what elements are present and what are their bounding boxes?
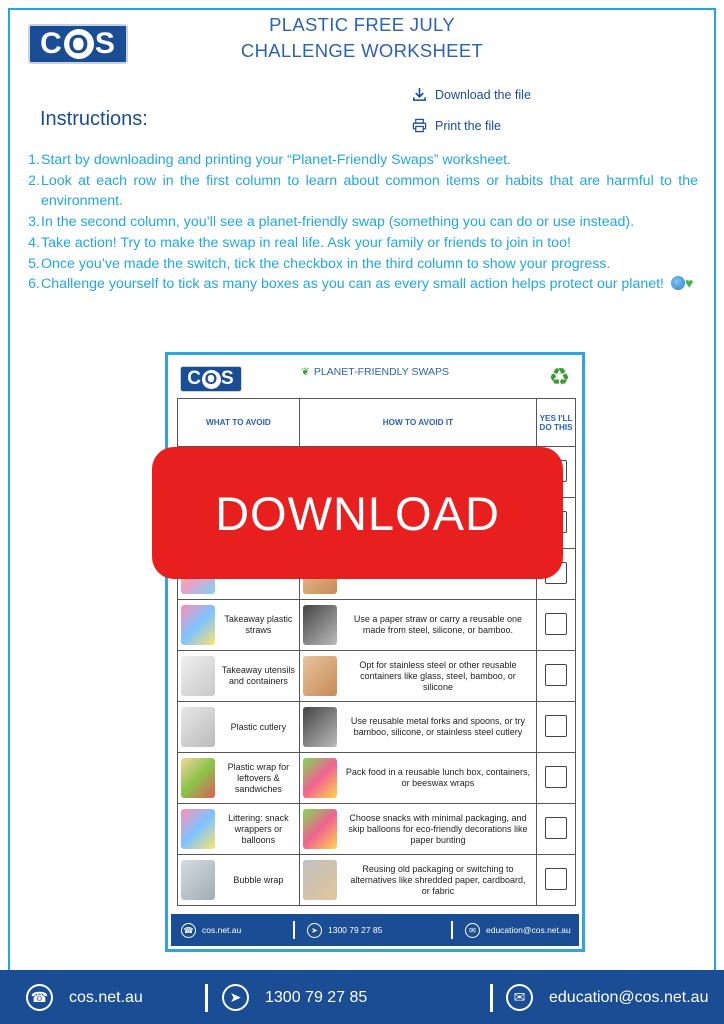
page-title-line1: PLASTIC FREE JULY — [269, 14, 455, 35]
how-text: Use reusable metal forks and spoons, or try bamboo, silicone, or stainless steel cutlery — [350, 716, 525, 737]
commit-cell — [537, 651, 576, 702]
table-row — [178, 600, 576, 651]
globe-icon — [671, 276, 685, 290]
logo-letter-s: S — [94, 27, 116, 60]
worksheet-website-text: cos.net.au — [202, 925, 242, 935]
step-number: 2. — [28, 172, 40, 189]
printer-icon — [412, 118, 427, 133]
how-text: Pack food in a reusable lunch box, containers, or beeswax wraps — [345, 767, 530, 788]
commit-cell — [537, 753, 576, 804]
table-row — [178, 753, 576, 804]
step-number: 3. — [28, 214, 40, 231]
worksheet-phone-text: 1300 79 27 85 — [328, 925, 383, 935]
paper-bunting-image — [303, 809, 337, 849]
avoid-text: Takeaway plastic straws — [224, 614, 293, 635]
phone-handset-icon: ☎ — [181, 923, 196, 938]
avoid-cell — [178, 702, 300, 753]
print-file-link[interactable] — [412, 118, 501, 133]
download-button[interactable]: DOWNLOAD — [152, 447, 563, 579]
logo-letter-c: C — [187, 368, 203, 389]
step-1 — [26, 150, 698, 171]
step-6 — [26, 274, 698, 295]
commit-cell — [537, 600, 576, 651]
step-number: 4. — [28, 234, 40, 251]
how-cell — [299, 804, 536, 855]
column-header-avoid: WHAT TO AVOID — [178, 399, 300, 447]
avoid-cell — [178, 855, 300, 906]
step-number: 1. — [28, 152, 40, 168]
table-row — [178, 804, 576, 855]
how-cell — [299, 753, 536, 804]
worksheet-preview — [165, 352, 585, 952]
step-3 — [26, 212, 698, 233]
divider — [293, 921, 295, 939]
commit-cell — [537, 855, 576, 906]
avoid-text: Littering: snack wrappers or balloons — [228, 812, 289, 845]
takeaway-container-image — [181, 656, 215, 696]
column-header-commit: YES I'LL DO THIS — [537, 399, 576, 447]
footer-phone[interactable] — [222, 984, 367, 1011]
logo-letter-c: C — [40, 27, 63, 60]
commit-checkbox[interactable] — [545, 613, 567, 635]
worksheet-title — [168, 366, 582, 378]
cursor-click-icon: ➤ — [307, 923, 322, 938]
step-text: Take action! Try to make the swap in real life. Ask your family or friends to join in too! — [41, 234, 571, 251]
how-text: Choose snacks with minimal packaging, and skip balloons for eco-friendly decorations like paper bunting — [348, 812, 528, 845]
reusable-container-image — [303, 656, 337, 696]
logo-letter-o: O — [64, 29, 94, 59]
envelope-icon: ✉ — [506, 984, 533, 1011]
download-file-label: Download the file — [435, 87, 531, 102]
plastic-wrap-image — [181, 758, 215, 798]
worksheet-footer-website — [181, 923, 241, 938]
avoid-cell — [178, 651, 300, 702]
table-row — [178, 855, 576, 906]
leaf-icon: ❦ — [301, 366, 310, 378]
how-text: Reusing old packaging or switching to alternatives like shredded paper, cardboard, or fabric — [350, 863, 526, 896]
footer-divider — [490, 984, 493, 1012]
avoid-text: Bubble wrap — [233, 874, 284, 885]
logo-letter-s: S — [221, 368, 235, 389]
avoid-cell — [178, 600, 300, 651]
worksheet-email-text: education@cos.net.au — [486, 925, 571, 935]
step-2 — [26, 171, 698, 212]
worksheet-footer-email — [445, 921, 571, 939]
column-header-how: HOW TO AVOID IT — [299, 399, 536, 447]
page-title-line2: CHALLENGE WORKSHEET — [240, 40, 484, 61]
footer-website[interactable] — [26, 984, 143, 1011]
shredded-paper-image — [303, 860, 337, 900]
table-header-row — [178, 399, 576, 447]
avoid-text: Plastic wrap for leftovers & sandwiches — [227, 761, 290, 794]
footer-phone-text: 1300 79 27 85 — [265, 988, 368, 1006]
avoid-text: Plastic cutlery — [230, 721, 287, 732]
green-heart-icon: ♥ — [684, 276, 694, 293]
step-text: Challenge yourself to tick as many boxes as you can as every small action helps protect our planet! — [41, 276, 664, 293]
envelope-icon: ✉ — [465, 923, 480, 938]
cos-logo — [28, 24, 128, 64]
how-cell — [299, 651, 536, 702]
metal-cutlery-image — [303, 707, 337, 747]
step-text: Look at each row in the first column to learn about common items or habits that are harmful to the environment. — [41, 172, 698, 210]
reusable-straws-image — [303, 605, 337, 645]
commit-checkbox[interactable] — [545, 817, 567, 839]
worksheet-footer-phone — [287, 921, 382, 939]
footer-divider — [205, 984, 208, 1012]
step-4 — [26, 233, 698, 254]
step-text: Once you’ve made the switch, tick the checkbox in the third column to show your progress. — [41, 255, 611, 272]
table-row — [178, 702, 576, 753]
worksheet-footer — [171, 914, 579, 946]
instruction-steps — [26, 150, 698, 295]
download-file-link[interactable] — [412, 87, 531, 102]
plastic-cutlery-image — [181, 707, 215, 747]
commit-checkbox[interactable] — [545, 715, 567, 737]
bubble-wrap-image — [181, 860, 215, 900]
avoid-cell — [178, 804, 300, 855]
commit-cell — [537, 702, 576, 753]
footer-email-text: education@cos.net.au — [549, 988, 709, 1006]
commit-checkbox[interactable] — [545, 766, 567, 788]
worksheet-title-text: PLANET-FRIENDLY SWAPS — [313, 366, 449, 378]
how-cell — [299, 702, 536, 753]
download-icon — [412, 87, 427, 102]
footer-website-text: cos.net.au — [69, 988, 143, 1006]
phone-handset-icon: ☎ — [26, 984, 53, 1011]
step-text: In the second column, you’ll see a planet-friendly swap (something you can do or use instead). — [41, 214, 635, 231]
how-cell — [299, 600, 536, 651]
instructions-heading: Instructions: — [40, 108, 148, 130]
plastic-straws-image — [181, 605, 215, 645]
step-text: Start by downloading and printing your “Planet-Friendly Swaps” worksheet. — [41, 152, 512, 168]
snack-wrappers-image — [181, 809, 215, 849]
table-row — [178, 651, 576, 702]
logo-letter-o: O — [202, 370, 221, 389]
how-cell — [299, 855, 536, 906]
commit-checkbox[interactable] — [545, 664, 567, 686]
divider — [451, 921, 453, 939]
how-text: Use a paper straw or carry a reusable one made from steel, silicone, or bamboo. — [353, 614, 522, 635]
recycle-icon: ♻ — [548, 363, 570, 391]
cursor-click-icon: ➤ — [222, 984, 249, 1011]
avoid-text: Takeaway utensils and containers — [221, 665, 295, 686]
print-file-label: Print the file — [435, 118, 502, 133]
step-5 — [26, 254, 698, 275]
avoid-cell — [178, 753, 300, 804]
beeswax-wraps-image — [303, 758, 337, 798]
step-number: 5. — [28, 255, 40, 272]
commit-cell — [537, 804, 576, 855]
page-footer — [0, 970, 724, 1024]
footer-email[interactable] — [506, 984, 708, 1011]
how-text: Opt for stainless steel or other reusable containers like glass, steel, bamboo, or silicone — [359, 659, 517, 692]
step-number: 6. — [28, 276, 40, 293]
commit-checkbox[interactable] — [545, 868, 567, 890]
